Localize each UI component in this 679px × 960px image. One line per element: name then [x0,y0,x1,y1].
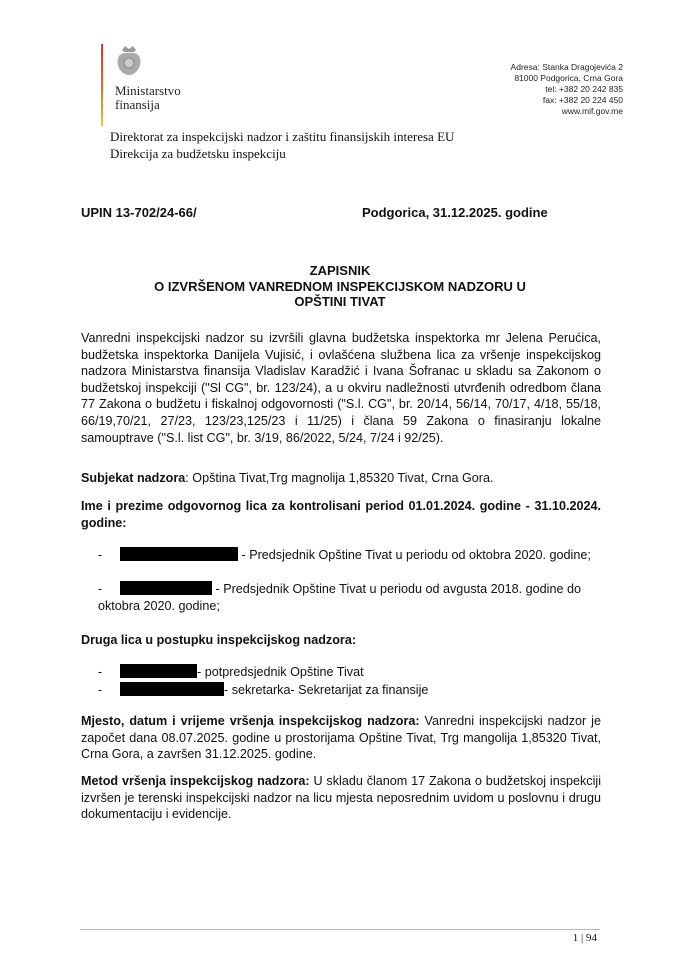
list-item-text: - Predsjednik Opštine Tivat u periodu od avgusta 2018. godine do oktobra 2020. godine; [98,582,581,613]
website-link[interactable]: www.mif.gov.me [561,106,623,116]
others-heading: Druga lica u postupku inspekcijskog nadzora: [81,633,357,647]
address-block [511,62,623,117]
redacted-name [120,664,197,678]
page-separator: | [578,932,586,944]
directorate-sub: Direkcija za budžetsku inspekciju [110,146,286,161]
list-item-text: - potpredsjednik Opštine Tivat [197,665,364,679]
place-text: Vanredni inspekcijski nadzor je započet dana 08.07.2025. godine u prostorijama Opštine Tivat, Trg mangolija 1,85320 Tivat, Crna Gora, a završen 31.12.2025. godine. [81,714,601,762]
ministry-name [115,84,181,112]
reference-number: UPIN 13-702/24-66/ [81,205,197,220]
address-line: 81000 Podgorica, Crna Gora [514,73,623,83]
subject-paragraph [81,470,601,487]
list-item: - - Predsjednik Opštine Tivat u periodu od avgusta 2018. godine do oktobra 2020. godine; [98,582,581,613]
method-label: Metod vršenja inspekcijskog nadzora: [81,774,310,788]
subject-text: : Opština Tivat,Trg magnolija 1,85320 Tivat, Crna Gora. [185,471,494,485]
place-label: Mjesto, datum i vrijeme vršenja inspekcijskog nadzora: [81,714,420,728]
directorate [110,128,454,162]
intro-paragraph: Vanredni inspekcijski nadzor su izvršili glavna budžetska inspektorka mr Jelena Perućica, budžetska inspektorka Danijela Vujisić, i ovlašćena službena lica za vršenje inspekcijskog nadzora Ministarstva finansija Vladislav Karadžić i Ivana Šofranac u skladu sa Zakonom o budžetskoj inspekciji ("Sl CG", br. 123/24), a u okviru nadležnosti utvrđenih odredbom člana 77 Zakona o budžetu i fiskalnoj odgovornosti ("S.l. CG", br. 20/14, 56/14, 70/17, 4/18, 55/18, 66/19,70/21, 27/23, 123/23,125/23 i 11/25) i člana 59 Zakona o finasiranju lokalne samouptrave ("S.l. list CG", br. 3/19, 86/2022, 5/24, 7/24 i 92/25). [81,331,601,445]
letterhead-bar [101,44,103,126]
list-item: - - Predsjednik Opštine Tivat u periodu od oktobra 2020. godine; [98,548,591,562]
method-paragraph [81,773,601,823]
responsible-heading: Ime i prezime odgovornog lica za kontrolisani period 01.01.2024. godine - 31.10.2024. godine: [81,499,601,530]
page-number [573,932,597,944]
place-date: Podgorica, 31.12.2025. godine [362,205,548,220]
ministry-line: Ministarstvo [115,83,181,98]
directorate-name: Direktorat za inspekcijski nadzor i zaštitu finansijskih interesa EU [110,129,455,144]
document-title [80,263,600,310]
redacted-name [120,682,224,696]
phone: tel: +382 20 242 835 [545,84,623,94]
list-item: - - potpredsjednik Opštine Tivat [98,665,364,679]
method-text: U skladu članom 17 Zakona o budžetskoj inspekciji izvršen je terenski inspekcijski nadzor na licu mjesta neposrednim uvidom u poslovnu i drugu dokumentaciju i evidencije. [81,774,601,822]
current-page: 1 [572,932,579,944]
total-pages: 94 [586,932,597,944]
list-item-text: - sekretarka- Sekretarijat za finansije [224,683,429,697]
footer-divider [80,929,600,930]
address-line: Adresa: Stanka Dragojevića 2 [510,62,623,72]
subject-label: Subjekat nadzora [81,471,186,485]
list-item-text: - Predsjednik Opštine Tivat u periodu od oktobra 2020. godine; [238,548,591,562]
redacted-name [120,581,212,595]
list-item: - - sekretarka- Sekretarijat za finansije [98,683,429,697]
title-line: OPŠTINI TIVAT [294,294,386,309]
place-paragraph [81,713,601,763]
fax: fax: +382 20 224 450 [542,95,623,105]
title-line: O IZVRŠENOM VANREDNOM INSPEKCIJSKOM NADZORU U [154,278,526,294]
coat-of-arms-icon [114,44,144,80]
title-line: ZAPISNIK [309,263,371,278]
ministry-line: finansija [115,97,160,112]
redacted-name [120,547,238,561]
